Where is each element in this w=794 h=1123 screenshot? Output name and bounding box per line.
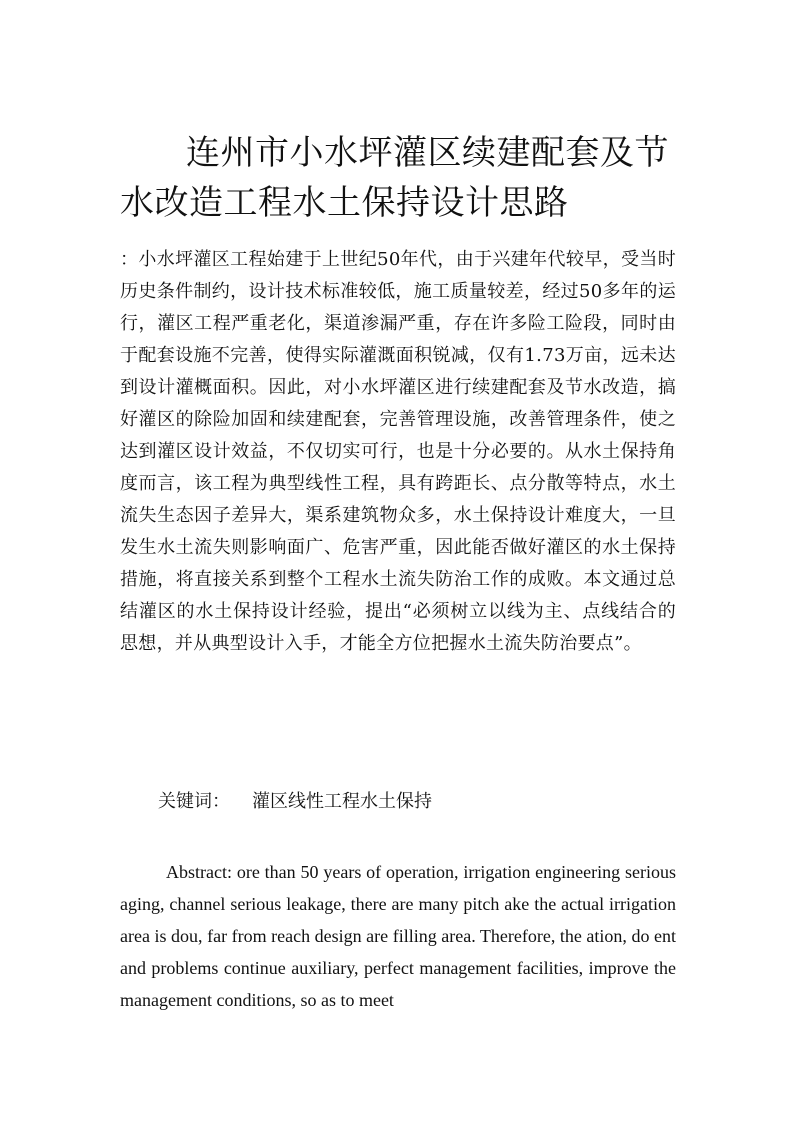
english-abstract: Abstract: ore than 50 years of operation, irrigation engineering serious aging, channel serious leakage, there are many pitch ake the actual irrigation area is dou, far from reach design are filling area. Therefore, the ation, do ent and problems continue auxiliary, perfect management facilities, improve the management conditions, so as to meet: [120, 862, 676, 1010]
keywords-line: [158, 786, 432, 818]
keywords-label: 关键词：: [158, 791, 230, 812]
keywords-value: 灌区线性工程水土保持: [252, 791, 432, 812]
document-title: 连州市小水坪灌区续建配套及节水改造工程水土保持设计思路: [120, 133, 669, 223]
chinese-abstract: ：小水坪灌区工程始建于上世纪50年代，由于兴建年代较早，受当时历史条件制约，设计技术标准较低，施工质量较差，经过50多年的运行，灌区工程严重老化，渠道渗漏严重，存在许多险工险段，同时由于配套设施不完善，使得实际灌溉面积锐减，仅有1.73万亩，远未达到设计灌概面积。因此，对小水坪灌区进行续建配套及节水改造，搞好灌区的除险加固和续建配套，完善管理设施，改善管理条件，使之达到灌区设计效益，不仅切实可行，也是十分必要的。从水土保持角度而言，该工程为典型线性工程，具有跨距长、点分散等特点，水土流失生态因子差异大，渠系建筑物众多，水土保持设计难度大，一旦发生水土流失则影响面广、危害严重，因此能否做好灌区的水土保持措施，将直接关系到整个工程水土流失防治工作的成败。本文通过总结灌区的水土保持设计经验，提出“必须树立以线为主、点线结合的思想，并从典型设计入手，才能全方位把握水土流失防治要点”。: [120, 249, 676, 654]
